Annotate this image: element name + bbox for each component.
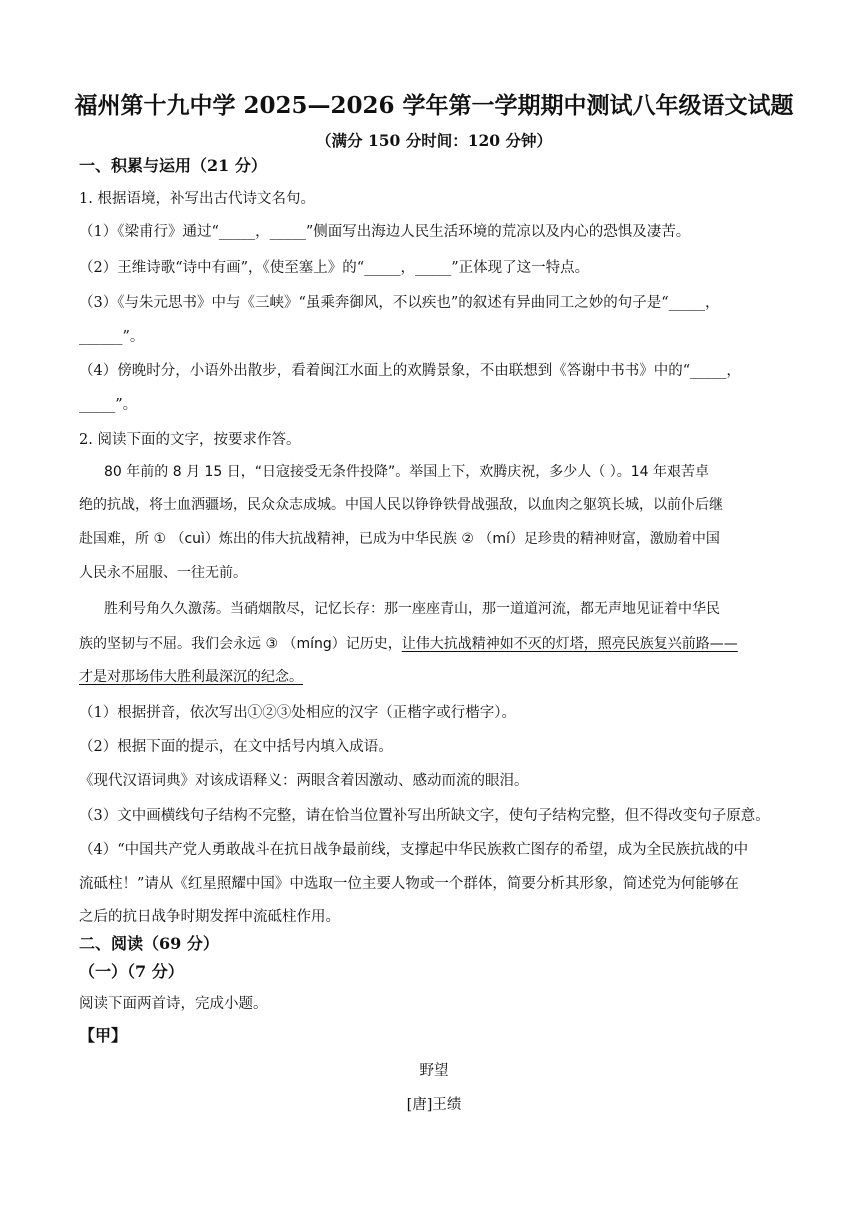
- poem-title: 野望: [419, 1063, 449, 1079]
- passage-2-line-2-prefix: 族的坚韧与不屈。我们会永远 ③ （míng）记历史，: [79, 636, 402, 652]
- question-1-item-3: （3）《与朱元思书》中与《三峡》“虽乘奔御风，不以疾也”的叙述有异曲同工之妙的句子是“_____，: [79, 295, 720, 311]
- poem-author: [唐]王绩: [406, 1097, 462, 1113]
- question-2-sub-2-hint: 《现代汉语词典》对该成语释义：两眼含着因激动、感动而流的眼泪。: [79, 773, 529, 789]
- section-1-heading: 一、积累与运用（21 分）: [79, 156, 267, 175]
- underlined-sentence-part-2: 才是对那场伟大胜利最深沉的纪念。: [79, 669, 303, 685]
- question-2-sub-4: （4）“中国共产党人勇敢战斗在抗日战争最前线，支撑起中华民族救亡图存的希望，成为全民族抗战的中: [79, 842, 749, 858]
- passage-1-line-1: 80 年前的 8 月 15 日，“日寇接受无条件投降”。举国上下，欢腾庆祝，多少人（ ）。14 年艰苦卓: [104, 464, 710, 480]
- poem-label-jia: 【甲】: [79, 1026, 128, 1045]
- question-2-sub-3: （3）文中画横线句子结构不完整，请在恰当位置补写出所缺文字，使句子结构完整，但不得改变句子原意。: [79, 808, 770, 824]
- section-2-heading: 二、阅读（69 分）: [79, 934, 219, 953]
- question-1-item-4: （4）傍晚时分，小语外出散步，看着闽江水面上的欢腾景象，不由联想到《答谢中书书》中的“_____，: [79, 363, 741, 379]
- exam-subtitle: （满分 150 分时间：120 分钟）: [316, 131, 552, 150]
- passage-1-line-2: 绝的抗战，将士血洒疆场，民众众志成城。中国人民以铮铮铁骨战强敌，以血肉之躯筑长城，以前仆后继: [79, 497, 723, 513]
- question-1-item-2: （2）王维诗歌“诗中有画”，《使至塞上》的“_____，_____”正体现了这一特点。: [79, 260, 590, 276]
- passage-2-line-1: 胜利号角久久激荡。当硝烟散尽，记忆长存：那一座座青山，那一道道河流，都无声地见证着中华民: [104, 601, 720, 617]
- question-2-sub-4-cont-2: 之后的抗日战争时期发挥中流砥柱作用。: [79, 909, 340, 925]
- question-1-item-4-cont: _____”。: [79, 397, 138, 413]
- question-2-stem: 2. 阅读下面的文字，按要求作答。: [79, 432, 301, 448]
- question-1-item-3-cont: ______”。: [79, 329, 145, 345]
- question-2-sub-2: （2）根据下面的提示，在文中括号内填入成语。: [79, 739, 393, 755]
- passage-1-line-4: 人民永不屈服、一往无前。: [79, 565, 247, 581]
- question-1-stem: 1. 根据语境，补写出古代诗文名句。: [79, 191, 315, 207]
- underlined-sentence-part-1: 让伟大抗战精神如不灭的灯塔，照亮民族复兴前路——: [401, 636, 738, 652]
- passage-1-line-3: 赴国难，所 ① （cuì）炼出的伟大抗战精神，已成为中华民族 ② （mí）足珍贵的精神财富，激励着中国: [79, 531, 720, 547]
- exam-title: 福州第十九中学 2025—2026 学年第一学期期中测试八年级语文试题: [74, 92, 794, 119]
- reading-instruction: 阅读下面两首诗，完成小题。: [79, 996, 268, 1012]
- question-2-sub-4-cont-1: 流砥柱！”请从《红星照耀中国》中选取一位主要人物或一个群体，简要分析其形象，简述党为何能够在: [79, 876, 739, 892]
- question-2-sub-1: （1）根据拼音，依次写出①②③处相应的汉字（正楷字或行楷字）。: [79, 705, 516, 721]
- section-2-part-1: （一）（7 分）: [79, 962, 184, 981]
- passage-2-line-2: [79, 634, 738, 654]
- question-1-item-1: （1）《梁甫行》通过“_____，_____”侧面写出海边人民生活环境的荒凉以及内心的恐惧及凄苦。: [79, 224, 691, 240]
